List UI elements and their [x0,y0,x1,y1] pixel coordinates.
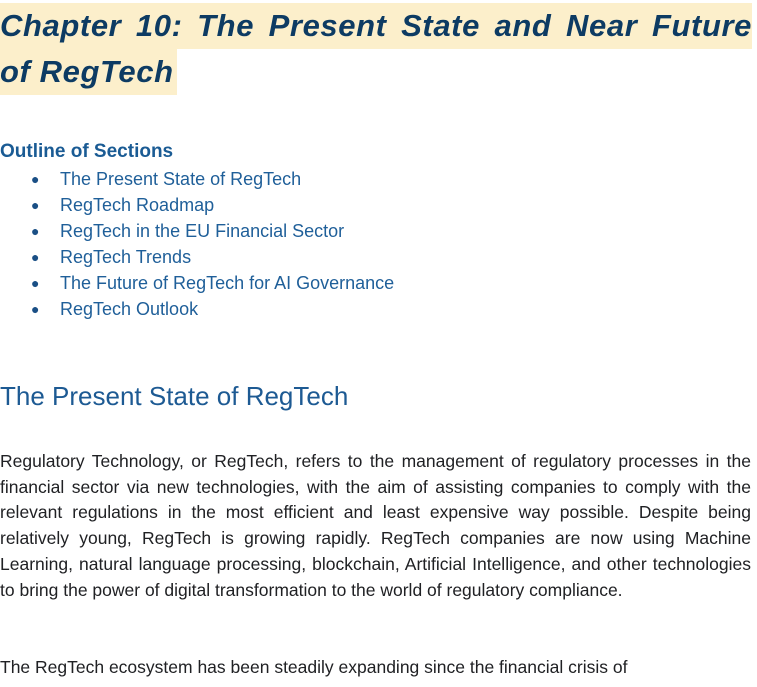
outline-item-label[interactable]: RegTech in the EU Financial Sector [60,221,345,241]
outline-item-eu-financial-sector[interactable] [0,218,394,244]
outline-item-present-state[interactable] [0,166,394,192]
section-title: The Present State of RegTech [0,381,349,411]
bullet-icon: ● [31,275,40,291]
outline-item-outlook[interactable] [0,296,394,322]
bullet-icon: ● [31,249,40,265]
outline-item-label[interactable]: RegTech Roadmap [60,195,215,215]
outline-item-label[interactable]: RegTech Outlook [60,299,199,319]
bullet-icon: ● [31,171,40,187]
outline-item-trends[interactable] [0,244,394,270]
outline-item-label[interactable]: The Present State of RegTech [60,169,302,189]
body-paragraph: Regulatory Technology, or RegTech, refers to the management of regulatory processes in the financial sector via new technologies, with the aim of assisting companies to comply with the relevant regulations in the most efficient and least expensive way possible. Despite being relatively young, RegTech is growing rapidly. RegTech companies are now using Machine Learning, natural language processing, blockchain, Artificial Intelligence, and other technologies to bring the power of digital transformation to the world of regulatory compliance. [0,451,751,600]
outline-item-label[interactable]: The Future of RegTech for AI Governance [60,273,395,293]
outline-item-roadmap[interactable] [0,192,394,218]
chapter-title-line-1: Chapter 10: The Present State and Near Future [0,3,752,49]
bullet-icon: ● [31,301,40,317]
bullet-icon: ● [31,223,40,239]
chapter-title [0,3,752,95]
outline-heading: Outline of Sections [0,141,174,162]
outline-item-label[interactable]: RegTech Trends [60,247,192,267]
chapter-title-line-2: of RegTech [0,49,177,95]
outline-list [0,166,394,322]
bullet-icon: ● [31,197,40,213]
body-paragraph: The RegTech ecosystem has been steadily expanding since the financial crisis of [0,657,628,677]
outline-item-ai-governance[interactable] [0,270,394,296]
